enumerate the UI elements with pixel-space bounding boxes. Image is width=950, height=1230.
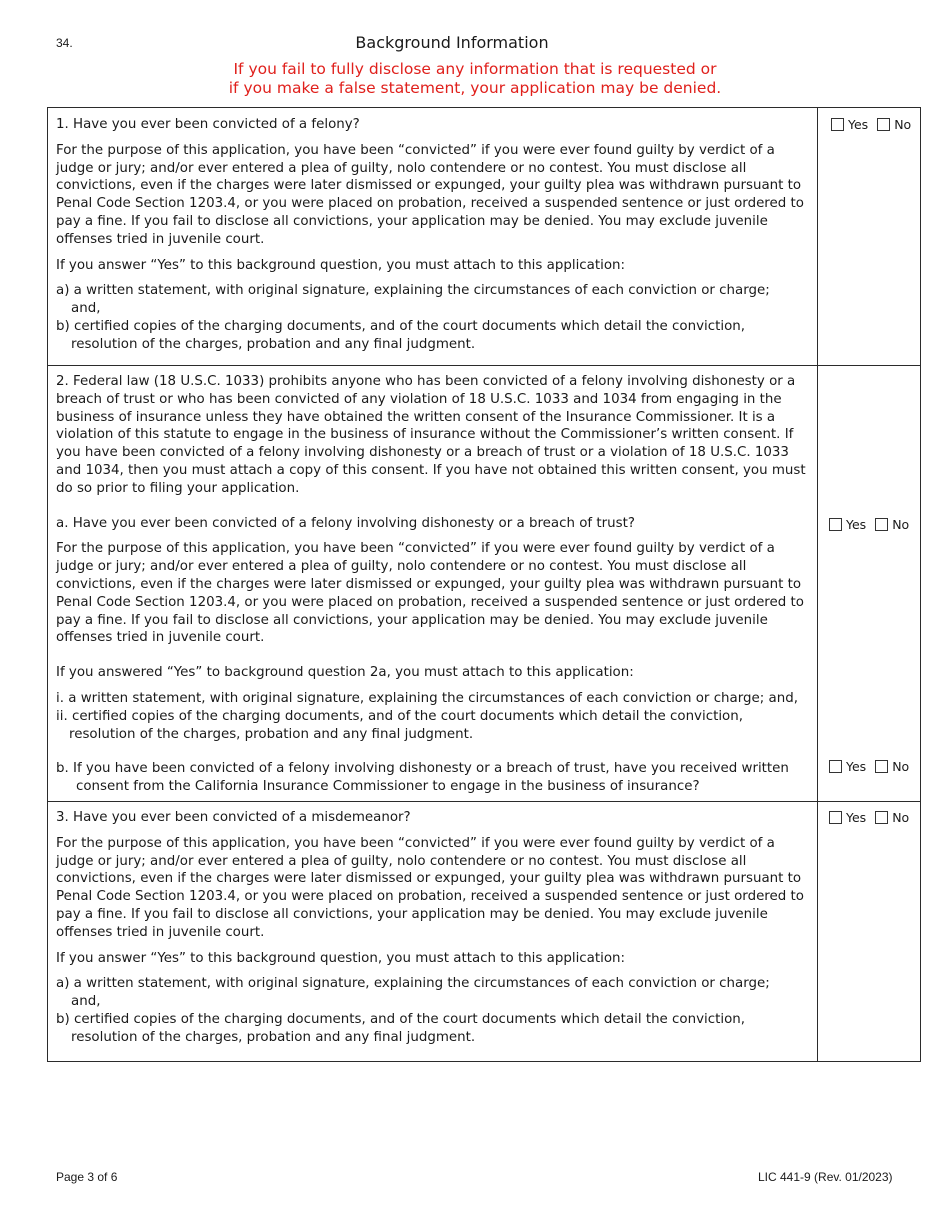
question-2a-item-ii: ii. certified copies of the charging documents, and of the court documents which detail the conviction,: [56, 708, 743, 724]
question-1-attach-intro: If you answer “Yes” to this background question, you must attach to this application:: [56, 257, 626, 273]
question-2-text: [56, 373, 812, 796]
question-2a-item-i: i. a written statement, with original signature, explaining the circumstances of each conviction or charge; and,: [56, 690, 798, 706]
question-2b-yes-checkbox[interactable]: [829, 760, 842, 773]
question-1-row: [48, 108, 920, 366]
question-3-answer: [829, 810, 909, 825]
question-2b-label: b. If you have been convicted of a felony involving dishonesty or a breach of trust, have you received written consent from the California Insurance Commissioner to engage in the business of insurance?: [56, 761, 789, 795]
question-3-attach-intro: If you answer “Yes” to this background question, you must attach to this application:: [56, 950, 626, 966]
page-title: Background Information: [355, 33, 549, 52]
question-2a-label: a. Have you ever been convicted of a felony involving dishonesty or a breach of trust?: [56, 515, 635, 531]
page-number: Page 3 of 6: [56, 1170, 118, 1184]
question-2-row: [48, 366, 920, 802]
question-3-label: 3. Have you ever been convicted of a misdemeanor?: [56, 810, 411, 825]
warning-line-2: if you make a false statement, your application may be denied.: [228, 79, 722, 97]
question-3-no-checkbox[interactable]: [875, 811, 888, 824]
question-3-item-a: a) a written statement, with original signature, explaining the circumstances of each conviction or charge;: [56, 976, 770, 992]
question-1-no-checkbox[interactable]: [877, 118, 890, 131]
yes-label: Yes: [846, 810, 867, 825]
question-1-item-a-cont: and,: [71, 301, 101, 317]
question-1-item-a: a) a written statement, with original signature, explaining the circumstances of each conviction or charge;: [56, 283, 770, 299]
question-2-intro: 2. Federal law (18 U.S.C. 1033) prohibits anyone who has been convicted of a felony involving dishonesty or a breach of trust or who has been convicted of any violation of 18 U.S.C. 1033 and 1034 from engaging in the business of insurance unless they have obtained the written consent of the Insurance Commissioner. It is a violation of this statute to engage in the business of insurance without the Commissioner’s written consent. If you have been convicted of a felony involving dishonesty or a breach of trust or a violation of 18 U.S.C. 1033 and 1034, then you must attach a copy of this consent. If you have not obtained this written consent, you must do so prior to filing your application.: [56, 374, 806, 496]
form-id: LIC 441-9 (Rev. 01/2023): [758, 1170, 893, 1184]
question-2a-yes-checkbox[interactable]: [829, 518, 842, 531]
question-3-text: [56, 809, 812, 1047]
question-1-text: [56, 116, 812, 354]
question-1-label: 1. Have you ever been convicted of a felony?: [56, 117, 360, 132]
no-label: No: [892, 759, 910, 774]
question-3-definition: For the purpose of this application, you have been “convicted” if you were ever found guilty by verdict of a judge or jury; and/or ever entered a plea of guilty, nolo contendere or no contest. You must disclose all convictions, even if the charges were later dismissed or expunged, your guilty plea was withdrawn pursuant to Penal Code Section 1203.4, or you were placed on probation, received a suspended sentence or just ordered to pay a fine. If you fail to disclose all convictions, your application may be denied. You may exclude juvenile offenses tried in juvenile court.: [56, 835, 804, 940]
no-label: No: [892, 517, 910, 532]
question-2b-answer: [829, 759, 909, 774]
yes-label: Yes: [848, 117, 869, 132]
question-3-yes-checkbox[interactable]: [829, 811, 842, 824]
question-1-item-b-cont: resolution of the charges, probation and any final judgment.: [71, 336, 476, 352]
no-label: No: [894, 117, 912, 132]
question-1-answer: [831, 117, 911, 132]
background-questions-table: [47, 107, 921, 1062]
no-label: No: [892, 810, 910, 825]
question-3-item-b-cont: resolution of the charges, probation and any final judgment.: [71, 1029, 476, 1045]
question-3-item-b: b) certified copies of the charging documents, and of the court documents which detail the conviction,: [56, 1011, 746, 1027]
question-2a-answer: [829, 517, 909, 532]
warning-notice: [0, 60, 950, 98]
question-2a-item-ii-cont: resolution of the charges, probation and any final judgment.: [69, 726, 474, 742]
question-2b-no-checkbox[interactable]: [875, 760, 888, 773]
question-3-row: [48, 802, 920, 1061]
question-2a-definition: For the purpose of this application, you have been “convicted” if you were ever found guilty by verdict of a judge or jury; and/or ever entered a plea of guilty, nolo contendere or no contest. You must disclose all convictions, even if the charges were later dismissed or expunged, your guilty plea was withdrawn pursuant to Penal Code Section 1203.4, or you were placed on probation, received a suspended sentence or just ordered to pay a fine. If you fail to disclose all convictions, your application may be denied. You may exclude juvenile offenses tried in juvenile court.: [56, 541, 804, 646]
question-1-item-b: b) certified copies of the charging documents, and of the court documents which detail the conviction,: [56, 318, 746, 334]
question-1-definition: For the purpose of this application, you have been “convicted” if you were ever found guilty by verdict of a judge or jury; and/or ever entered a plea of guilty, nolo contendere or no contest. You must disclose all convictions, even if the charges were later dismissed or expunged, your guilty plea was withdrawn pursuant to Penal Code Section 1203.4, or you were placed on probation, received a suspended sentence or just ordered to pay a fine. If you fail to disclose all convictions, your application may be denied. You may exclude juvenile offenses tried in juvenile court.: [56, 142, 804, 247]
question-2a-no-checkbox[interactable]: [875, 518, 888, 531]
warning-line-1: If you fail to fully disclose any information that is requested or: [233, 60, 717, 78]
question-3-item-a-cont: and,: [71, 994, 101, 1010]
yes-label: Yes: [846, 759, 867, 774]
question-2a-attach-intro: If you answered “Yes” to background question 2a, you must attach to this application:: [56, 665, 634, 681]
item-number: 34.: [56, 36, 73, 50]
yes-label: Yes: [846, 517, 867, 532]
question-1-yes-checkbox[interactable]: [831, 118, 844, 131]
